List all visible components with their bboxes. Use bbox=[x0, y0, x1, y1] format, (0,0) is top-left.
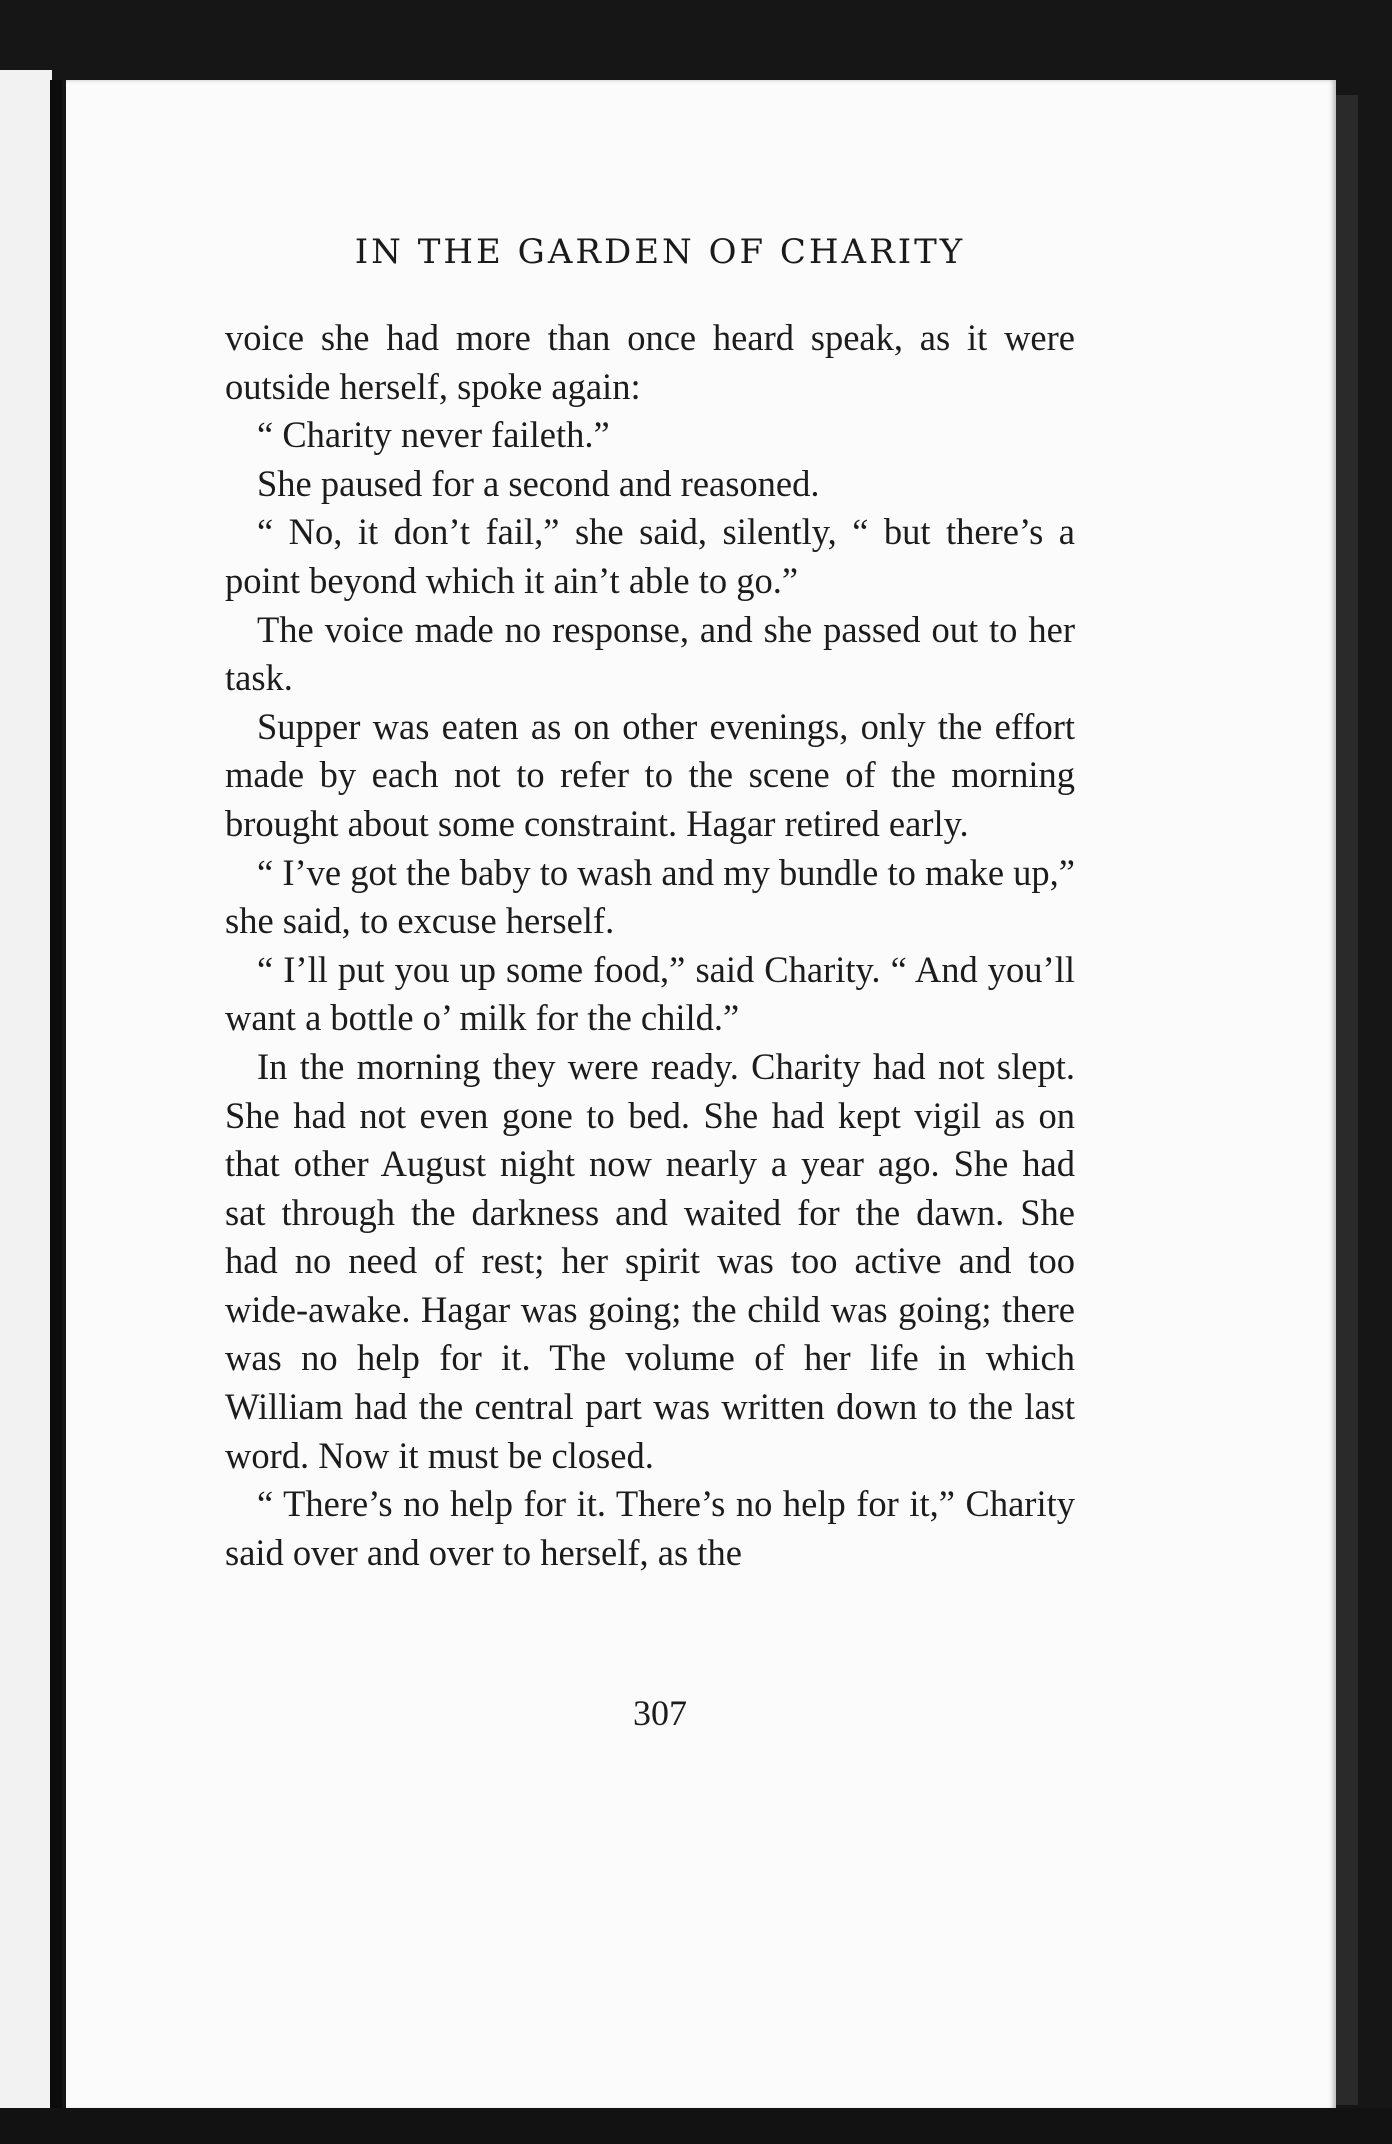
page-number: 307 bbox=[633, 1693, 687, 1733]
paragraph: She paused for a second and reasoned. bbox=[257, 462, 820, 504]
page-edge-right bbox=[1336, 95, 1358, 2105]
paragraph: Supper was eaten as on other evenings, only the effort made by each not to refer to the scene of the morning brought about some constraint. Hagar retired early. bbox=[225, 705, 1075, 844]
running-header: IN THE GARDEN OF CHARITY bbox=[354, 232, 966, 272]
paragraph: “ Charity never faileth.” bbox=[257, 414, 610, 456]
facing-page-edge bbox=[0, 70, 52, 2110]
body-text bbox=[225, 314, 1075, 1577]
gutter-shadow bbox=[50, 80, 62, 2110]
page-edge-bottom bbox=[0, 2108, 1392, 2144]
paragraph: The voice made no response, and she passed out to her task. bbox=[225, 608, 1075, 699]
paragraph: In the morning they were ready. Charity had not slept. She had not even gone to bed. She had kept vigil as on that other August night now nearly a year ago. She had sat through the darkness and waited for the dawn. She had no need of rest; her spirit was too active and too wide-awake. Hagar was going; the child was going; there was no help for it. The volume of her life in which William had the central part was written down to the last word. Now it must be closed. bbox=[225, 1045, 1075, 1476]
paragraph: “ I’ve got the baby to wash and my bundle to make up,” she said, to excuse herself. bbox=[225, 851, 1075, 942]
paragraph: voice she had more than once heard speak, as it were outside herself, spoke again: bbox=[225, 317, 1075, 407]
paragraph: “ I’ll put you up some food,” said Charity. “ And you’ll want a bottle o’ milk for the child.” bbox=[225, 948, 1075, 1039]
paragraph: “ There’s no help for it. There’s no help for it,” Charity said over and over to herself, as the bbox=[225, 1483, 1075, 1573]
paragraph: “ No, it don’t fail,” she said, silently, “ but there’s a point beyond which it ain’t able to go.” bbox=[225, 511, 1075, 601]
